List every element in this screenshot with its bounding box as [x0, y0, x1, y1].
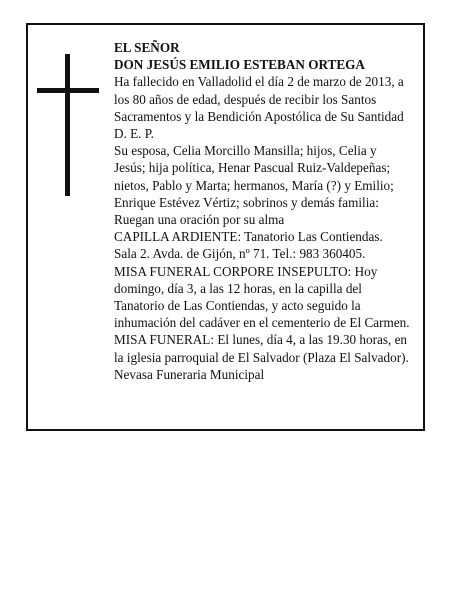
obituary-line: Su esposa, Celia Morcillo Mansilla; hijos, Celia y [114, 143, 377, 159]
obituary-text [114, 39, 420, 383]
obituary-line: Nevasa Funeraria Municipal [114, 366, 265, 382]
obituary-line: Tanatorio de Las Contiendas, y acto seguido la [114, 298, 361, 314]
obituary-line: Ha fallecido en Valladolid el día 2 de marzo de 2013, a [114, 74, 404, 90]
obituary-line: CAPILLA ARDIENTE: Tanatorio Las Contiendas. [114, 229, 383, 245]
obituary-heading-name: DON JESÚS EMILIO ESTEBAN ORTEGA [114, 57, 365, 73]
obituary-line: nietos, Pablo y Marta; hermanos, María (?) y Emilio; [114, 177, 394, 193]
obituary-line: Sala 2. Avda. de Gijón, nº 71. Tel.: 983 360405. [114, 246, 366, 262]
obituary-line: inhumación del cadáver en el cementerio de El Carmen. [114, 315, 410, 331]
obituary-line: Ruegan una oración por su alma [114, 212, 285, 228]
cross-icon [37, 54, 99, 196]
obituary-line: la iglesia parroquial de El Salvador (Plaza El Salvador). [114, 349, 409, 365]
obituary-line: Sacramentos y la Bendición Apostólica de Su Santidad [114, 108, 404, 124]
obituary-line: domingo, día 3, a las 12 horas, en la capilla del [114, 280, 362, 296]
obituary-heading-title: EL SEÑOR [114, 40, 180, 55]
obituary-line: D. E. P. [114, 126, 154, 142]
cross-horizontal-bar [37, 88, 99, 93]
obituary-line: los 80 años de edad, después de recibir los Santos [114, 91, 377, 107]
obituary-line: Enrique Estévez Vértiz; sobrinos y demás familia: [114, 194, 379, 210]
obituary-line: MISA FUNERAL CORPORE INSEPULTO: Hoy [114, 263, 378, 279]
obituary-line: Jesús; hija política, Henar Pascual Ruiz-Valdepeñas; [114, 160, 391, 176]
cross-vertical-bar [65, 54, 70, 196]
obituary-line: MISA FUNERAL: El lunes, día 4, a las 19.30 horas, en [114, 332, 408, 348]
